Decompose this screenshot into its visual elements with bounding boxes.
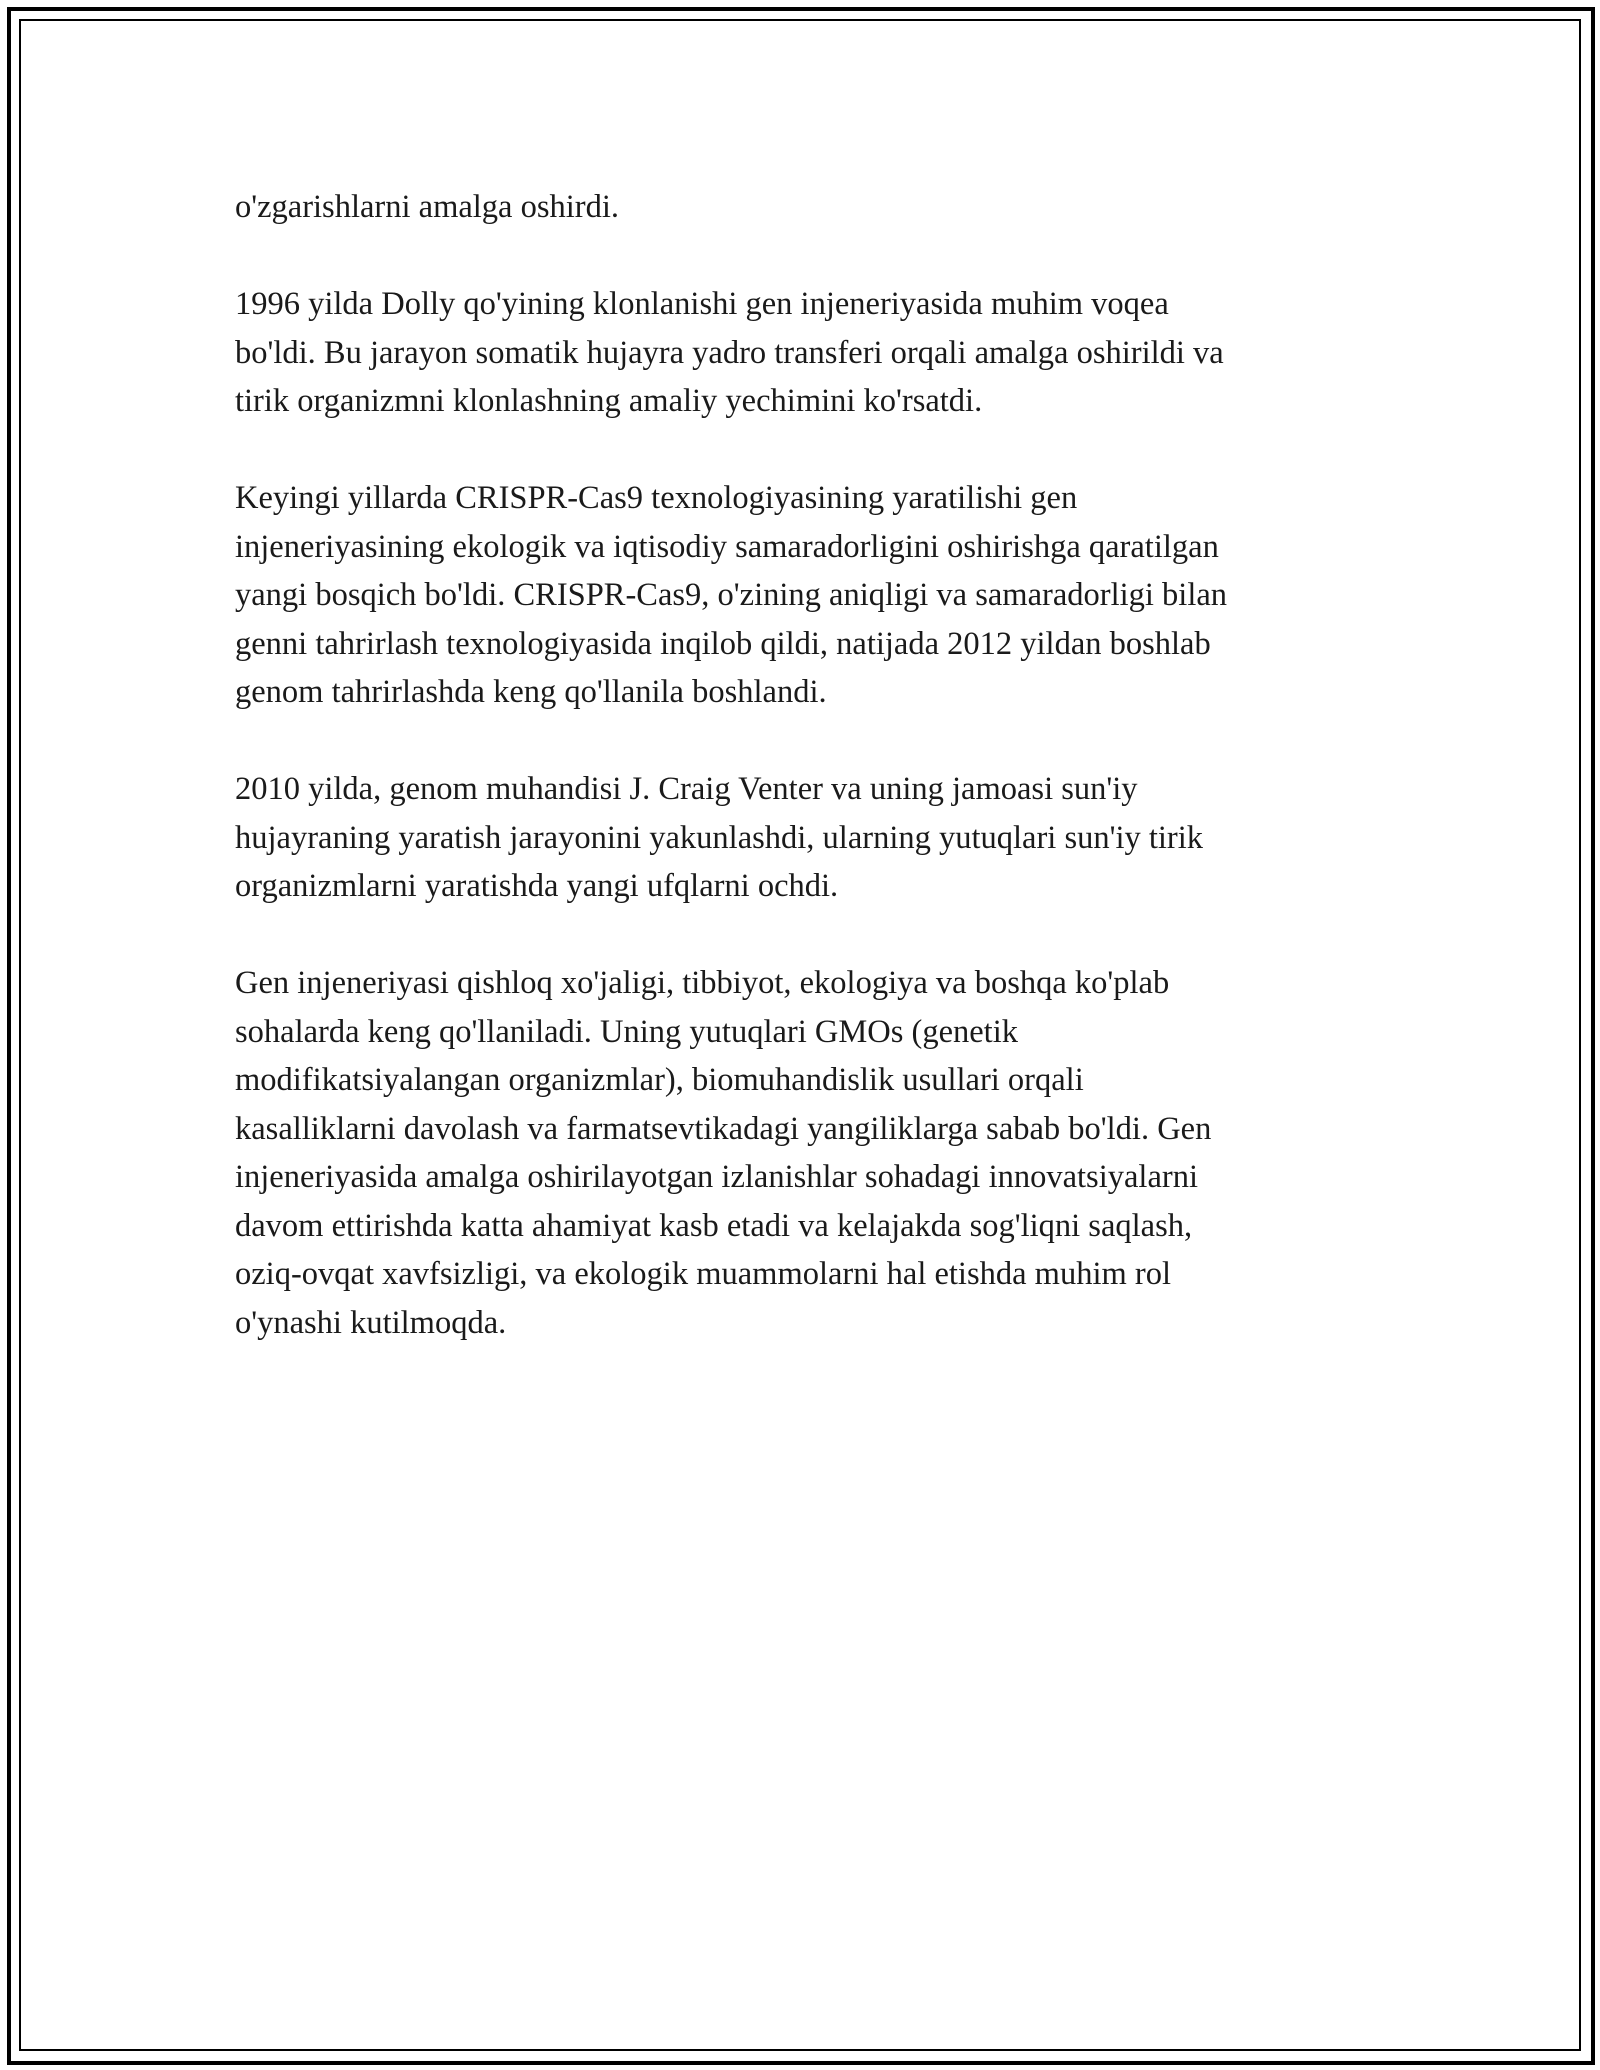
text-line: injeneriyasida amalga oshirilayotgan izlanishlar sohadagi innovatsiyalarni [235,1159,1198,1195]
text-line: organizmlarni yaratishda yangi ufqlarni ochdi. [235,868,839,904]
text-line: Keyingi yillarda CRISPR-Cas9 texnologiyasining yaratilishi gen [235,480,1078,516]
paragraph-3 [235,474,1365,717]
text-line: o'zgarishlarni amalga oshirdi. [235,189,620,225]
text-line: bo'ldi. Bu jarayon somatik hujayra yadro transferi orqali amalga oshirildi va [235,334,1224,371]
text-line: o'ynashi kutilmoqda. [235,1304,507,1341]
text-line: 2010 yilda, genom muhandisi J. Craig Venter va uning jamoasi sun'iy [235,771,1138,807]
text-line: kasalliklarni davolash va farmatsevtikadagi yangiliklarga sabab bo'ldi. Gen [235,1110,1212,1147]
text-line: injeneriyasining ekologik va iqtisodiy samaradorligini oshirishga qaratilgan [235,528,1219,565]
text-line: modifikatsiyalangan organizmlar), biomuhandislik usullari orqali [235,1062,1084,1098]
paragraph-2 [235,280,1365,426]
text-line: genom tahrirlashda keng qo'llanila boshlandi. [235,674,827,710]
text-line: oziq-ovqat xavfsizligi, va ekologik muammolarni hal etishda muhim rol [235,1256,1171,1292]
text-line: yangi bosqich bo'ldi. CRISPR-Cas9, o'zining aniqligi va samaradorligi bilan [235,577,1228,613]
document-body [235,183,1365,1396]
text-line: genni tahrirlash texnologiyasida inqilob qildi, natijada 2012 yildan boshlab [235,625,1211,662]
text-line: Gen injeneriyasi qishloq xo'jaligi, tibbiyot, ekologiya va boshqa ko'plab [235,965,1170,1001]
paragraph-4 [235,765,1365,911]
paragraph-1 [235,183,1365,232]
text-line: hujayraning yaratish jarayonini yakunlashdi, ularning yutuqlari sun'iy tirik [235,819,1204,856]
text-line: tirik organizmni klonlashning amaliy yechimini ko'rsatdi. [235,383,983,419]
text-line: sohalarda keng qo'llaniladi. Uning yutuqlari GMOs (genetik [235,1013,1018,1050]
text-line: 1996 yilda Dolly qo'yining klonlanishi gen injeneriyasida muhim voqea [235,286,1169,322]
text-line: davom ettirishda katta ahamiyat kasb etadi va kelajakda sog'liqni saqlash, [235,1207,1193,1244]
paragraph-5 [235,959,1365,1347]
